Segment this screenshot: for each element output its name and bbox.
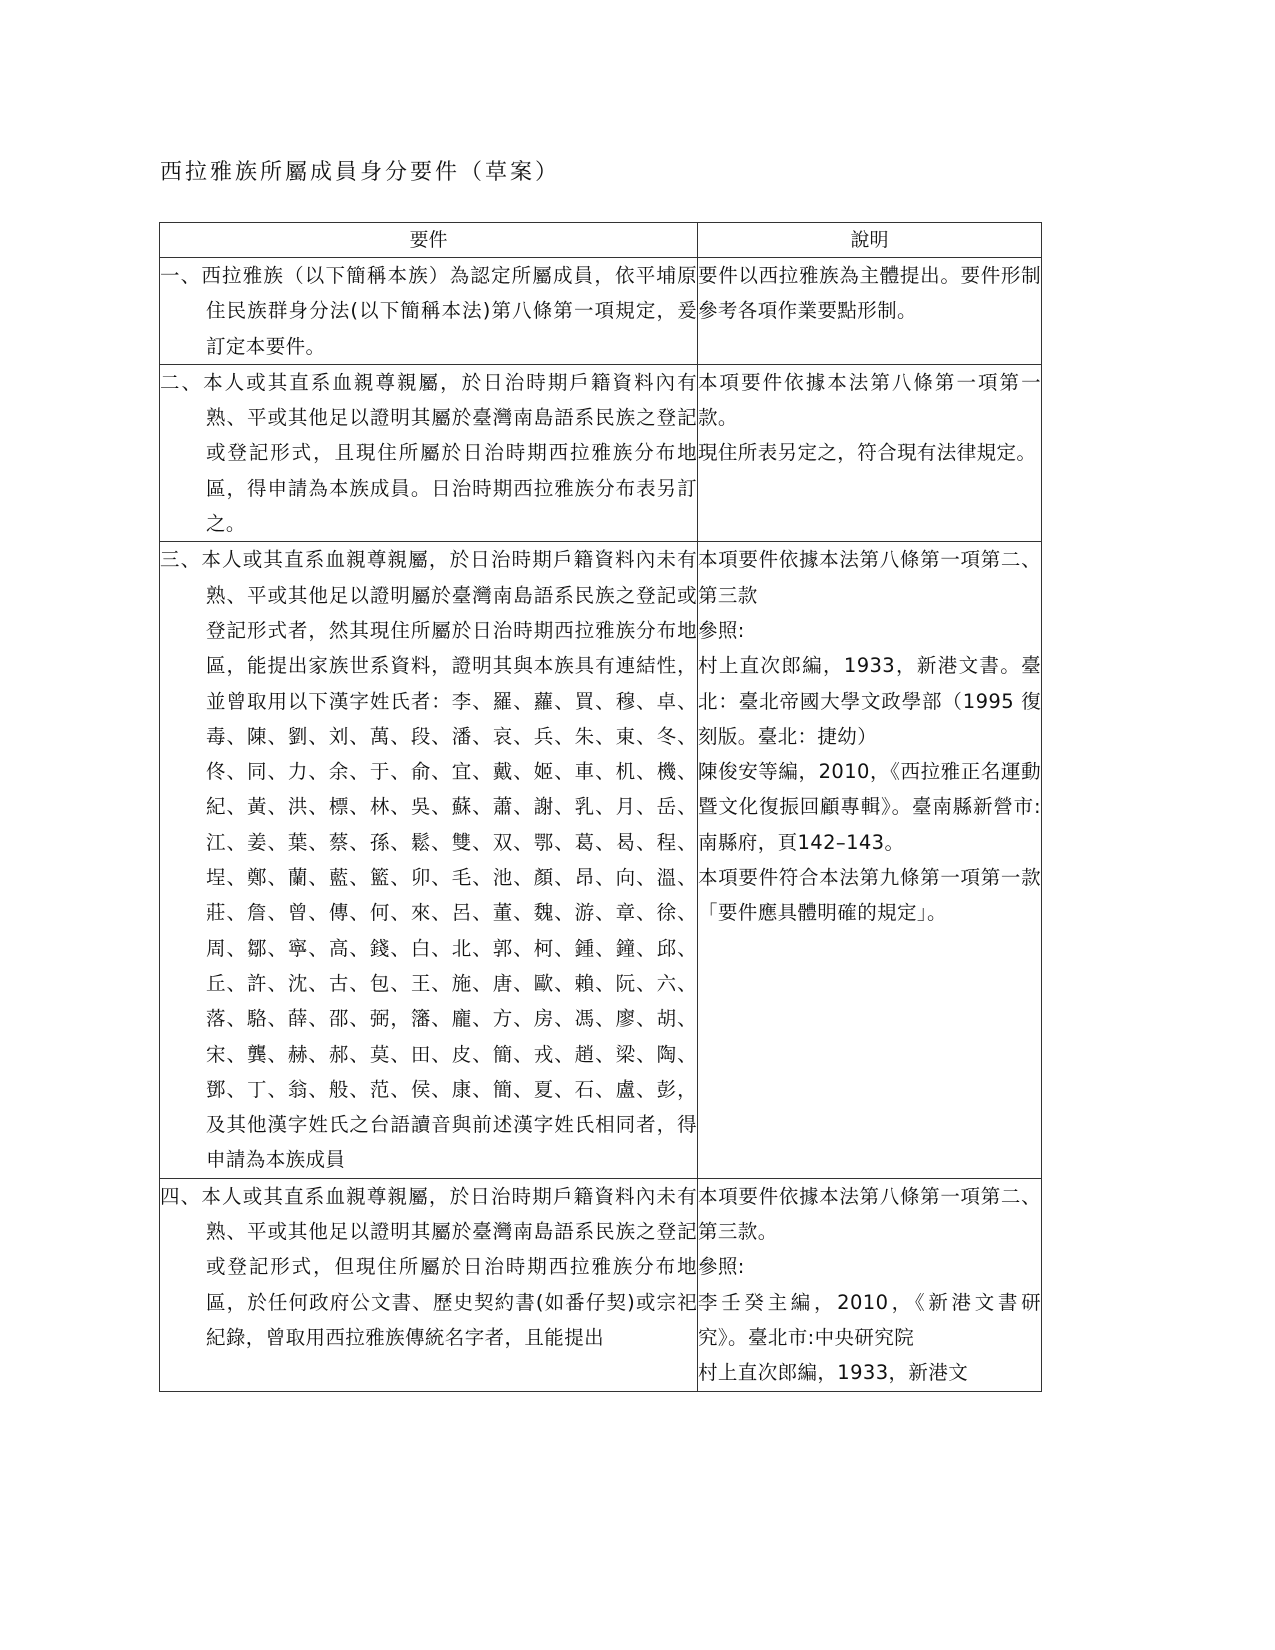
requirement-cell <box>160 258 698 365</box>
explanation-text: 本項要件依據本法第八條第一項第二、第三款。 <box>698 1184 1041 1244</box>
table-row <box>160 542 1042 1178</box>
explanation-text: 本項要件依據本法第八條第一項第二、第三款 <box>698 548 1041 607</box>
table-row <box>160 1178 1042 1391</box>
reference-citation: 村上直次郎編，1933，新港文 <box>698 1361 969 1385</box>
requirement-text: 三、本人或其直系血親尊親屬，於日治時期戶籍資料內未有熟、平或其他足以證明屬於臺灣南島語系民族之登記或登記形式者，然其現住所屬於日治時期西拉雅族分布地區，能提出家族世系資料，證明其與本族具有連結性，並曾取用以下漢字姓氏者：李、羅、蘿、買、穆、卓、毒、陳、劉、刘、萬、段、潘、哀、兵、朱、東、冬、佟、同、力、余、于、俞、宜、戴、姬、車、机、機、紀、黃、洪、標、林、吳、蘇、蕭、謝、乳、月、岳、江、姜、葉、蔡、孫、鬆、雙、双、鄂、葛、曷、程、埕、鄭、蘭、藍、籃、卯、毛、池、顏、昂、向、溫、莊、詹、曾、傳、何、來、呂、董、魏、游、章、徐、周、鄒、寧、高、錢、白、北、郭、柯、鍾、鐘、邱、丘、許、沈、古、包、王、施、唐、歐、賴、阮、六、落、駱、薛、邵、弼，籓、龐、方、房、馮、廖、胡、宋、龔、赫、郝、莫、田、皮、簡、戎、趙、梁、陶、鄧、丁、翁、般、范、侯、康、簡、夏、石、盧、彭，及其他漢字姓氏之台語讀音與前述漢字姓氏相同者，得申請為本族成員 <box>160 548 697 1172</box>
requirements-table <box>159 222 1042 1392</box>
explanation-cell <box>698 364 1042 541</box>
explanation-text: 本項要件符合本法第九條第一項第一款「要件應具體明確的規定」。 <box>698 866 1041 925</box>
explanation-cell <box>698 1178 1042 1391</box>
requirement-cell <box>160 1178 698 1391</box>
explanation-text: 現住所表另定之，符合現有法律規定。 <box>698 441 1037 465</box>
explanation-cell <box>698 258 1042 365</box>
table-row <box>160 258 1042 365</box>
reference-citation: 李壬癸主編，2010，《新港文書研究》。臺北市:中央研究院 <box>698 1290 1041 1349</box>
requirement-text: 一、西拉雅族（以下簡稱本族）為認定所屬成員，依平埔原住民族群身分法(以下簡稱本法)第八條第一項規定，爰訂定本要件。 <box>160 264 697 358</box>
explanation-cell <box>698 542 1042 1178</box>
requirement-cell <box>160 542 698 1178</box>
requirement-cell <box>160 364 698 541</box>
reference-label: 參照: <box>698 1255 745 1279</box>
header-requirement: 要件 <box>160 223 698 258</box>
reference-citation: 村上直次郎編，1933，新港文書。臺北：臺北帝國大學文政學部（1995 復刻版。臺北：捷幼） <box>698 654 1041 748</box>
reference-label: 參照: <box>698 618 745 642</box>
page-title: 西拉雅族所屬成員身分要件（草案） <box>160 160 561 185</box>
header-explanation: 說明 <box>698 223 1042 258</box>
table-header-row <box>160 223 1042 258</box>
table-row <box>160 364 1042 541</box>
explanation-text: 本項要件依據本法第八條第一項第一款。 <box>698 370 1041 430</box>
reference-citation: 陳俊安等編，2010，《西拉雅正名運動暨文化復振回顧專輯》。臺南縣新營市:南縣府，頁142–143。 <box>698 760 1041 854</box>
requirement-text: 二、本人或其直系血親尊親屬，於日治時期戶籍資料內有熟、平或其他足以證明其屬於臺灣南島語系民族之登記或登記形式，且現住所屬於日治時期西拉雅族分布地區，得申請為本族成員。日治時期西拉雅族分布表另訂之。 <box>160 370 697 536</box>
explanation-text: 要件以西拉雅族為主體提出。要件形制參考各項作業要點形制。 <box>698 264 1041 323</box>
requirement-text: 四、本人或其直系血親尊親屬，於日治時期戶籍資料內未有熟、平或其他足以證明其屬於臺灣南島語系民族之登記或登記形式，但現住所屬於日治時期西拉雅族分布地區，於任何政府公文書、歷史契約書(如番仔契)或宗祀紀錄，曾取用西拉雅族傳統名字者，且能提出 <box>160 1184 697 1349</box>
